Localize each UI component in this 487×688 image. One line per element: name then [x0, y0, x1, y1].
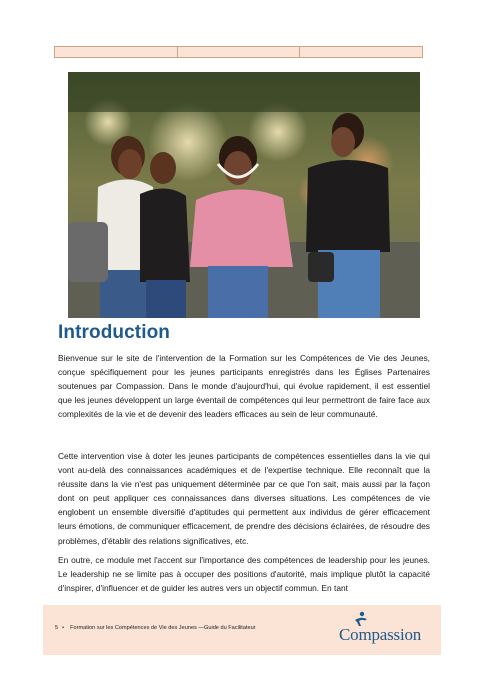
header-table-cell: [55, 47, 178, 57]
paragraph-welcome: Bienvenue sur le site de l'intervention de la Formation sur les Compétences de Vie des Jeunes, conçue spécifiquement pour les jeunes participants enregistrés dans les Églises Partenaires soutenues par Compassion. Dans le monde d'aujourd'hui, qui évolue rapidement, il est essentiel que les jeunes développent un large éventail de compétences qui leur permettront de faire face aux complexités de la vie et de devenir des leaders efficaces au sein de leur communauté.: [58, 353, 430, 420]
compassion-logo: [331, 611, 437, 649]
footer-bullet: •: [62, 625, 65, 631]
logo-wordmark: Compassion: [339, 625, 422, 644]
footer-text-line: [55, 625, 256, 631]
page-number: 5: [55, 625, 59, 631]
section-heading: Introduction: [58, 322, 171, 343]
footer-title: Formation sur les Compétences de Vie des Jeunes —Guide du Facilitateur: [70, 625, 256, 631]
header-table: [54, 46, 423, 58]
paragraph-intervention: Cette intervention vise à doter les jeunes participants de compétences essentielles dans la vie qui vont au-delà des connaissances académiques et de l'expertise technique. Elle reconnaît que la réussite dans la vie n'est pas uniquement déterminée par ce que l'on sait, mais aussi par la façon dont on peut appliquer ces connaissances dans diverses situations. Les compétences de vie englobent un ensemble diversifié d'aptitudes qui permettent aux individus de gérer efficacement leurs émotions, de communiquer efficacement, de prendre des décisions éclairées, de résoudre des problèmes, d'établir des relations significatives, etc.: [58, 451, 430, 546]
cover-photo-illustration: [68, 72, 420, 318]
header-table-cell: [300, 47, 422, 57]
page-footer: [43, 605, 441, 655]
paragraph-leadership: En outre, ce module met l'accent sur l'importance des compétences de leadership pour les jeunes. Le leadership ne se limite pas à occuper des positions d'autorité, mais implique plutôt la capacité d'inspirer, d'influencer et de guider les autres vers un objectif commun. En tant: [58, 555, 430, 594]
cover-photo: [68, 72, 420, 318]
header-table-cell: [178, 47, 301, 57]
